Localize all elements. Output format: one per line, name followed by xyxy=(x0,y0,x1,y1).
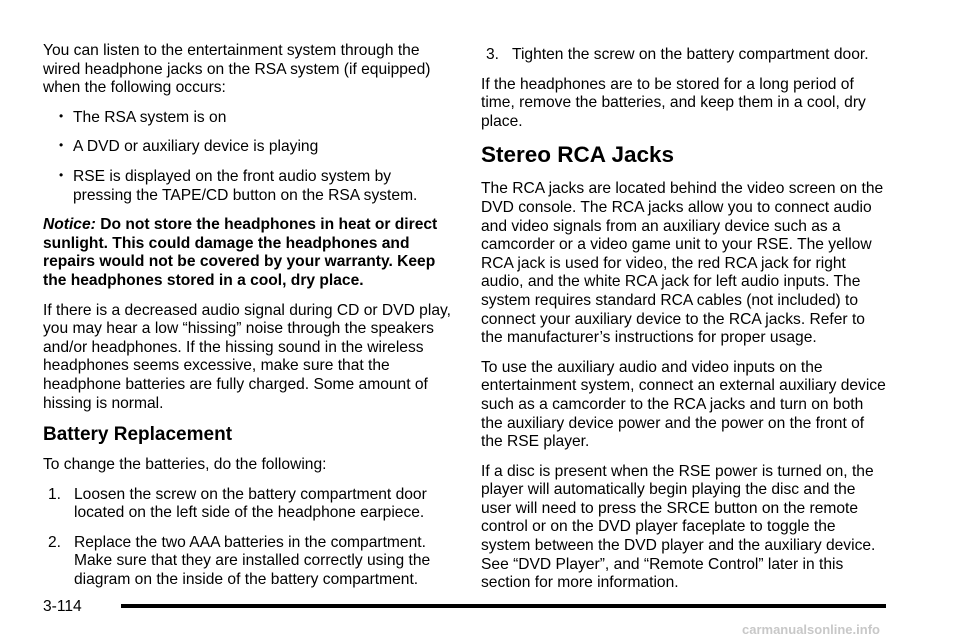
step-text: Tighten the screw on the battery compartment door. xyxy=(512,46,869,63)
bullet-icon: • xyxy=(59,138,64,153)
step-item xyxy=(43,534,451,590)
bullet-icon: • xyxy=(59,108,64,123)
watermark: carmanualsonline.info xyxy=(742,622,880,637)
list-item xyxy=(43,138,451,157)
right-column xyxy=(481,46,889,604)
notice-paragraph xyxy=(43,216,451,290)
step-text: Loosen the screw on the battery compartment door located on the left side of the headphone earpiece. xyxy=(74,485,427,522)
step-item xyxy=(43,486,451,523)
step-item xyxy=(481,46,889,65)
hissing-paragraph: If there is a decreased audio signal during CD or DVD play, you may hear a low “hissing” noise through the speakers and/or headphones. If the hissing sound in the wireless headphones seems excessive, make sure that the headphone batteries are fully charged. Some amount of hissing is normal. xyxy=(43,301,451,412)
bullet-text: A DVD or auxiliary device is playing xyxy=(73,138,319,156)
battery-heading: Battery Replacement xyxy=(43,424,233,446)
rca-paragraph-1: The RCA jacks are located behind the video screen on the DVD console. The RCA jacks allow you to connect audio and video signals from an auxiliary device such as a camcorder or a video game unit to your RSE. The yellow RCA jack is used for video, the red RCA jack for right audio, and the white RCA jack for left audio inputs. The system requires standard RCA cables (not included) to connect your auxiliary device to the RCA jacks. Refer to the manufacturer’s instructions for proper usage. xyxy=(481,180,884,347)
step-number: 3. xyxy=(486,46,500,63)
bullet-text: The RSA system is on xyxy=(73,108,227,126)
page-number: 3-114 xyxy=(43,598,82,615)
step-number: 1. xyxy=(48,485,62,503)
step-number: 2. xyxy=(48,533,62,551)
bullet-icon: • xyxy=(59,167,64,182)
battery-intro: To change the batteries, do the following: xyxy=(43,456,327,474)
rca-heading: Stereo RCA Jacks xyxy=(481,142,675,168)
step-text: Replace the two AAA batteries in the compartment. Make sure that they are installed correctly using the diagram on the inside of the battery compartment. xyxy=(74,533,431,589)
storage-paragraph: If the headphones are to be stored for a long period of time, remove the batteries, and keep them in a cool, dry place. xyxy=(481,75,866,130)
bullet-text: RSE is displayed on the front audio system by pressing the TAPE/CD button on the RSA system. xyxy=(73,167,418,204)
list-item xyxy=(43,109,451,128)
footer-rule xyxy=(121,604,886,608)
rca-paragraph-3: If a disc is present when the RSE power is turned on, the player will automatically begin playing the disc and the user will need to press the SRCE button on the remote control or on the DVD player faceplate to toggle the system between the DVD player and the auxiliary device. See “DVD Player”, and “Remote Control” later in this section for more information. xyxy=(481,462,876,592)
rca-paragraph-2: To use the auxiliary audio and video inputs on the entertainment system, connect an external auxiliary device such as a camcorder to the RCA jacks and turn on both the auxiliary device power and the power on the front of the RSE player. xyxy=(481,358,886,451)
intro-paragraph: You can listen to the entertainment system through the wired headphone jacks on the RSA system (if equipped) when the following occurs: xyxy=(43,42,431,97)
list-item xyxy=(43,168,451,205)
notice-text: Do not store the headphones in heat or direct sunlight. This could damage the headphones and repairs would not be covered by your warranty. Keep the headphones stored in a cool, dry place. xyxy=(43,216,438,289)
notice-label: Notice: xyxy=(43,216,96,234)
left-column xyxy=(43,42,451,601)
